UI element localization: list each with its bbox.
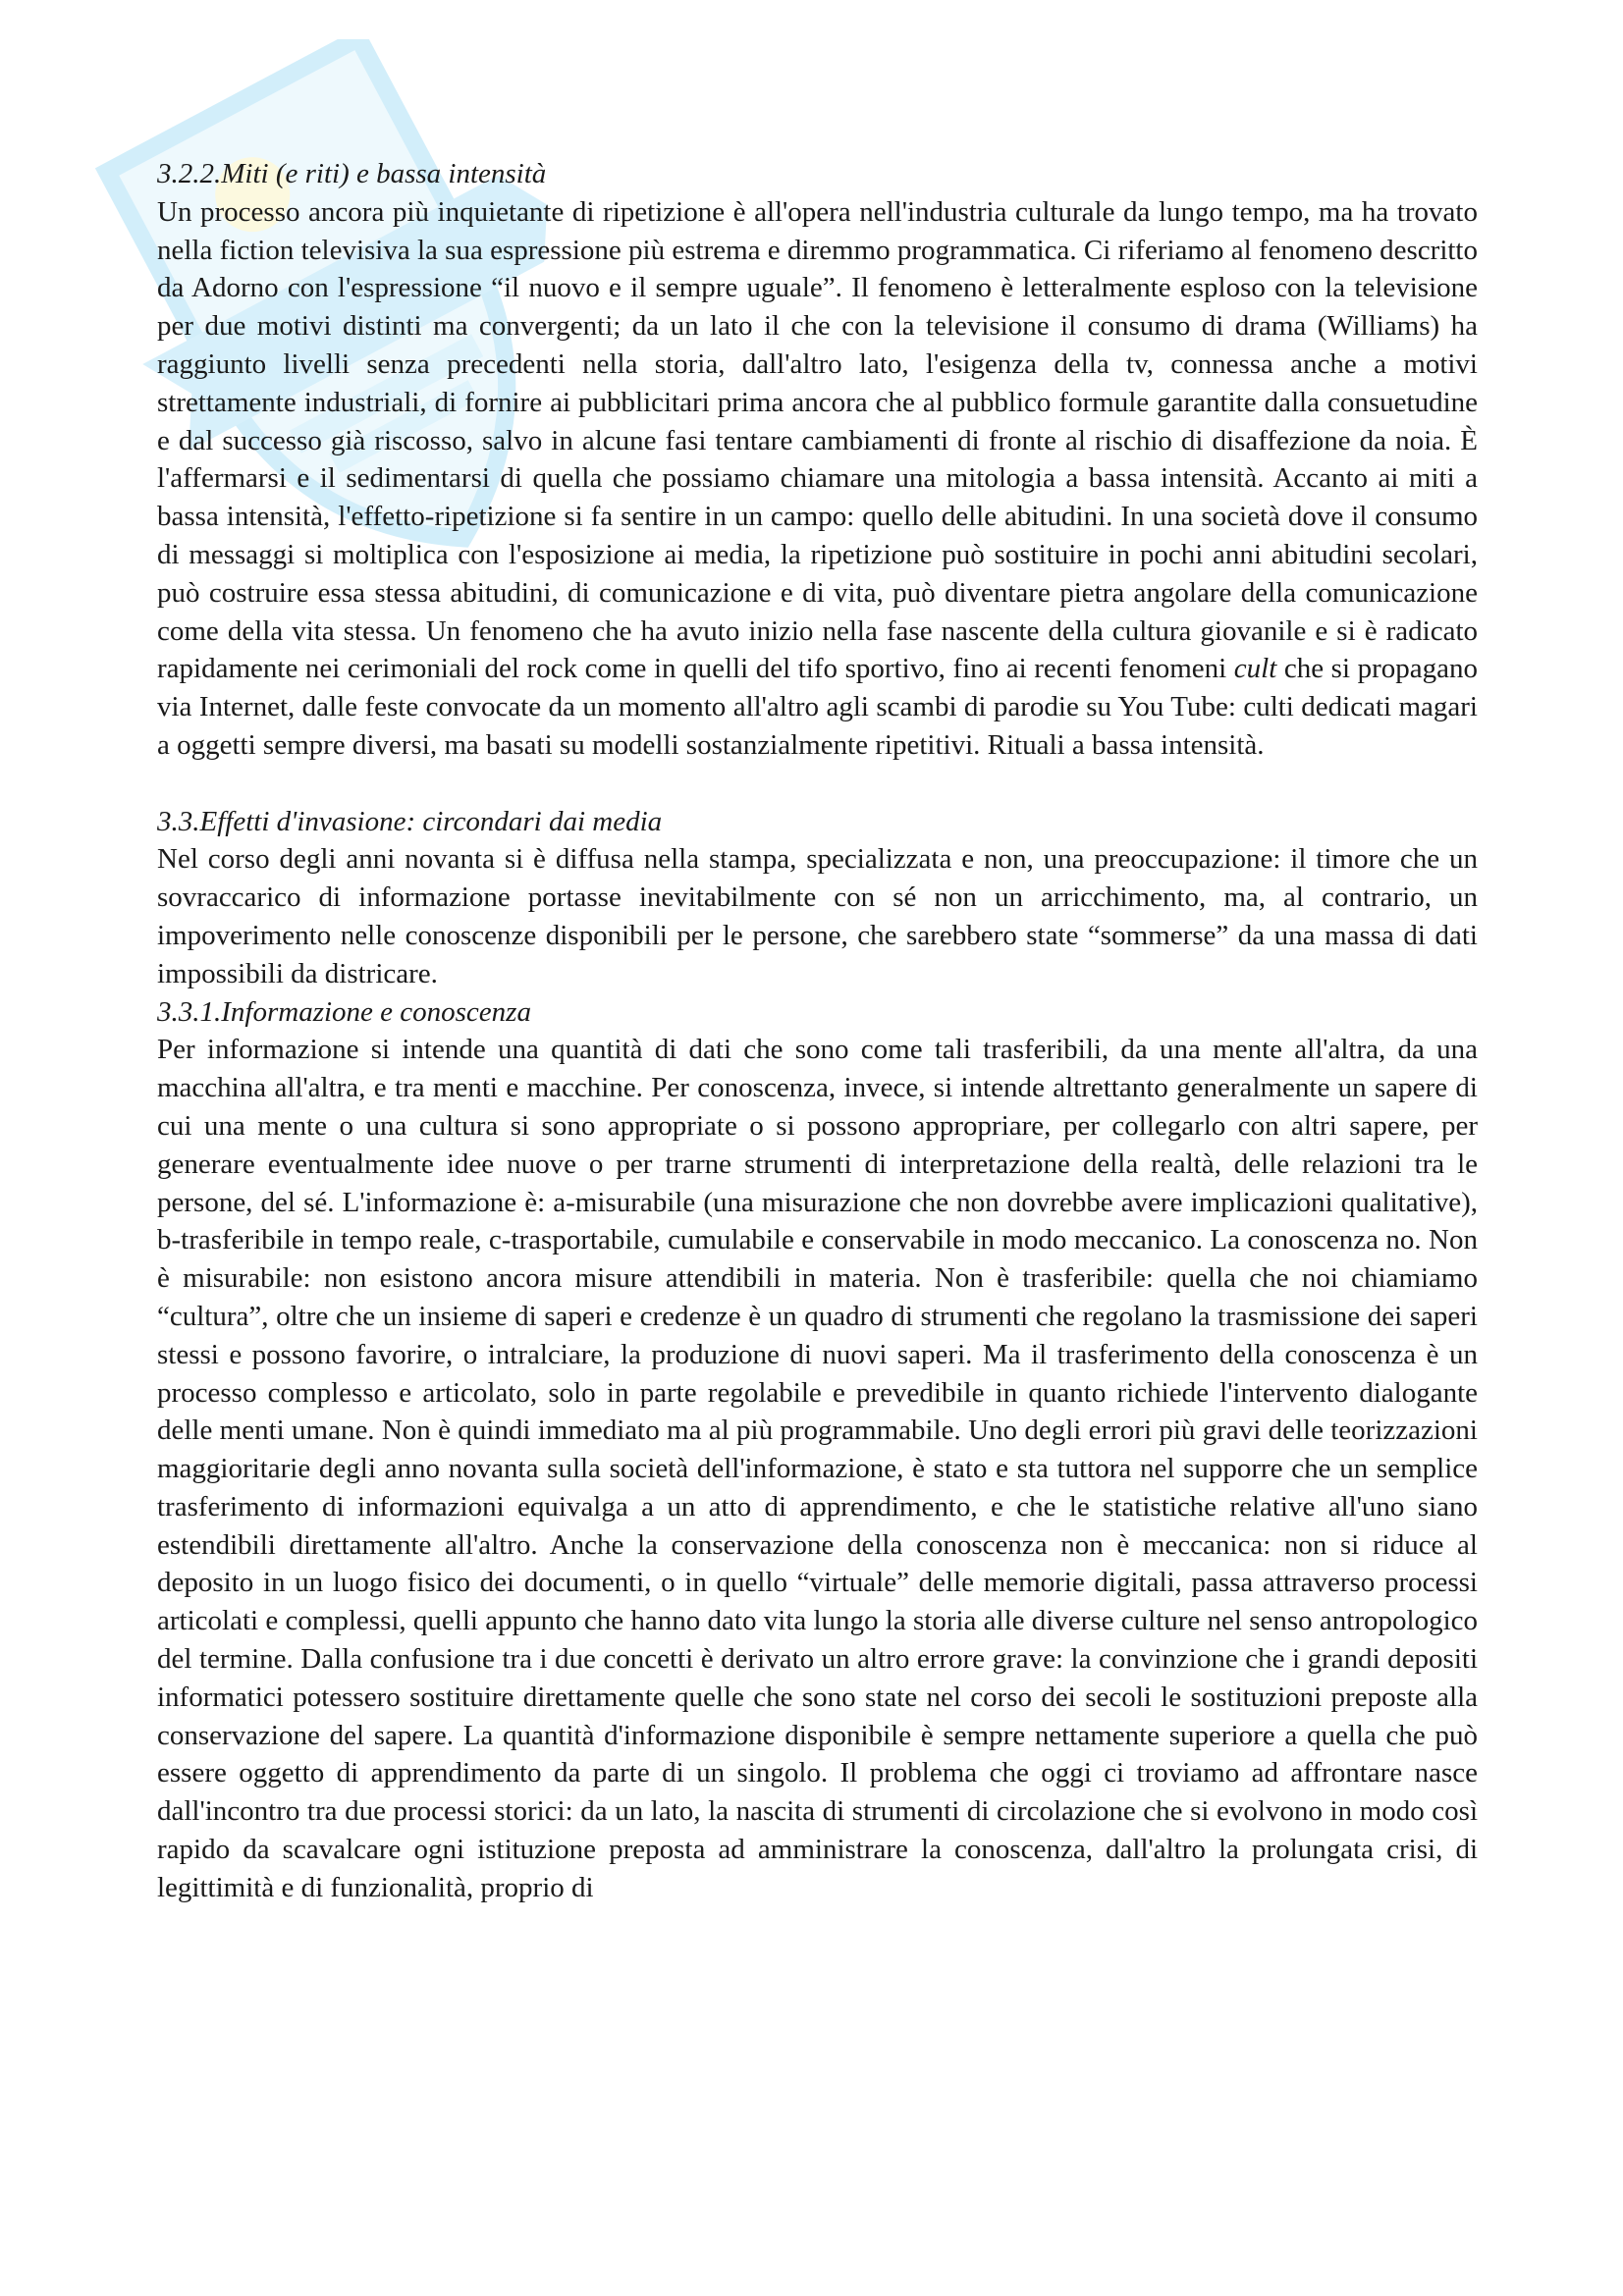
- section-paragraph-3-2-2: [157, 193, 1478, 765]
- section-heading-3-3-1: 3.3.1.Informazione e conoscenza: [157, 995, 531, 1028]
- section-heading-3-3: 3.3.Effetti d'invasione: circondari dai media: [157, 805, 663, 837]
- section-heading-3-2-2: 3.2.2.Miti (e riti) e bassa intensità: [157, 158, 547, 189]
- paragraph-text-part-1: Un processo ancora più inquietante di ripetizione è all'opera nell'industria culturale da lungo tempo, ma ha trovato nella fiction televisiva la sua espressione più estrema e diremmo programmatica. Ci riferiamo al fenomeno descritto da Adorno con l'espressione “il nuovo e il sempre uguale”. Il fenomeno è letteralmente esploso con la televisione per due motivi distinti ma convergenti; da un lato il che con la televisione il consumo di drama (Williams) ha raggiunto livelli senza precedenti nella storia, dall'altro lato, l'esigenza della tv, connessa anche a motivi strettamente industriali, di fornire ai pubblicitari prima ancora che al pubblico formule garantite dalla consuetudine e dal successo già riscosso, salvo in alcune fasi tentare cambiamenti di fronte al rischio di disaffezione da noia. È l'affermarsi e il sedimentarsi di quella che possiamo chiamare una mitologia a bassa intensità. Accanto ai miti a bassa intensità, l'effetto-ripetizione si fa sentire in un campo: quello delle abitudini. In una società dove il consumo di messaggi si moltiplica con l'esposizione ai media, la ripetizione può sostituire in pochi anni abitudini secolari, può costruire essa stessa abitudini, di comunicazione e di vita, può diventare pietra angolare della comunicazione come della vita stessa. Un fenomeno che ha avuto inizio nella fase nascente della cultura giovanile e si è radicato rapidamente nei cerimoniali del rock come in quelli del tifo sportivo, fino ai recenti fenomeni: [157, 195, 1478, 685]
- section-paragraph-3-3: Nel corso degli anni novanta si è diffusa nella stampa, specializzata e non, una preoccupazione: il timore che un sovraccarico di informazione portasse inevitabilmente con sé non un arricchimento, ma, al contrario, un impoverimento nelle conoscenze disponibili per le persone, che sarebbero state “sommerse” da una massa di dati impossibili da districare.: [157, 843, 1478, 989]
- paragraph-text-part-2: che si propagano via Internet, dalle feste convocate da un momento all'altro agli scambi di parodie su You Tube: culti dedicati magari a oggetti sempre diversi, ma basati su modelli sostanzialmente ripetitivi. Rituali a bassa intensità.: [157, 653, 1478, 761]
- paragraph-gap: [157, 765, 1478, 803]
- document-page: [157, 155, 1478, 1907]
- section-paragraph-3-3-1: Per informazione si intende una quantità di dati che sono come tali trasferibili, da una mente all'altra, da una macchina all'altra, e tra menti e macchine. Per conoscenza, invece, si intende altrettanto generalmente un sapere di cui una mente o una cultura si sono appropriate o si possono appropriare, per collegarlo con altri sapere, per generare eventualmente idee nuove o per trarne strumenti di interpretazione della realtà, delle relazioni tra le persone, del sé. L'informazione è: a-misurabile (una misurazione che non dovrebbe avere implicazioni qualitative), b-trasferibile in tempo reale, c-trasportabile, cumulabile e conservabile in modo meccanico. La conoscenza no. Non è misurabile: non esistono ancora misure attendibili in materia. Non è trasferibile: quella che noi chiamiamo “cultura”, oltre che un insieme di saperi e credenze è un quadro di strumenti che regolano la trasmissione dei saperi stessi e possono favorire, o intralciare, la produzione di nuovi saperi. Ma il trasferimento della conoscenza è un processo complesso e articolato, solo in parte regolabile e prevedibile in quanto richiede l'intervento dialogante delle menti umane. Non è quindi immediato ma al più programmabile. Uno degli errori più gravi delle teorizzazioni maggioritarie degli anno novanta sulla società dell'informazione, è stato e sta tuttora nel supporre che un semplice trasferimento di informazioni equivalga a un atto di apprendimento, e che le statistiche relative all'uno siano estendibili direttamente all'altro. Anche la conservazione della conoscenza non è meccanica: non si riduce al deposito in un luogo fisico dei documenti, o in quello “virtuale” delle memorie digitali, passa attraverso processi articolati e complessi, quelli appunto che hanno dato vita lungo la storia alle diverse culture nel senso antropologico del termine. Dalla confusione tra i due concetti è derivato un altro errore grave: la convinzione che i grandi depositi informatici potessero sostituire direttamente quelle che sono state nel corso dei secoli le sostituzioni preposte alla conservazione del sapere. La quantità d'informazione disponibile è sempre nettamente superiore a quella che può essere oggetto di apprendimento da parte di un singolo. Il problema che oggi ci troviamo ad affrontare nasce dall'incontro tra due processi storici: da un lato, la nascita di strumenti di circolazione che si evolvono in modo così rapido da scavalcare ogni istituzione preposta ad amministrare la conoscenza, dall'altro la prolungata crisi, di legittimità e di funzionalità, proprio di: [157, 1034, 1478, 1903]
- emphasis-cult: cult: [1233, 653, 1277, 685]
